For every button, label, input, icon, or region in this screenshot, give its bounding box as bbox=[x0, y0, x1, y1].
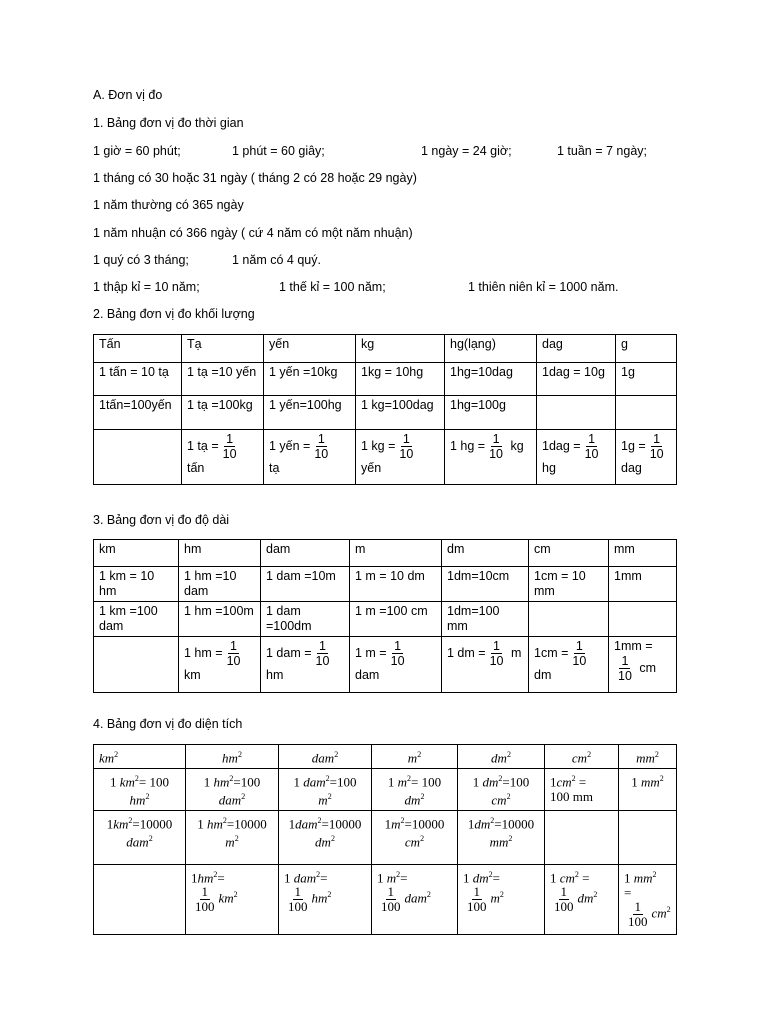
table-cell: 1 $m^2= 100$ $dm^2$ bbox=[372, 769, 458, 811]
fraction-cell: 1 hm = $\frac{1}{10}$ km bbox=[179, 637, 261, 693]
table-row bbox=[94, 637, 677, 693]
header-cell: cm bbox=[529, 540, 609, 567]
fraction-cell: 1dag = $\frac{1}{10}$ hg bbox=[537, 430, 616, 485]
table-cell: 1 hm =10 dam bbox=[179, 567, 261, 602]
length-table bbox=[93, 539, 677, 693]
table-cell: 1dag = 10g bbox=[537, 363, 616, 396]
time-fact: 1 ngày = 24 giờ; bbox=[421, 144, 512, 158]
table-cell: 1 m = 10 dm bbox=[350, 567, 442, 602]
fraction-cell: 1 tạ = $\frac{1}{10}$ tấn bbox=[182, 430, 264, 485]
table-row bbox=[94, 567, 677, 602]
table-cell: 1 $mm^2$ bbox=[619, 769, 677, 811]
time-fact: 1 tháng có 30 hoặc 31 ngày ( tháng 2 có 28 hoặc 29 ngày) bbox=[93, 171, 417, 185]
table-cell: 1hg=100g bbox=[445, 396, 537, 430]
table-cell bbox=[94, 864, 186, 934]
table-cell: 1 $hm^2=10000$ $m^2$ bbox=[186, 810, 279, 864]
table-header-row bbox=[94, 540, 677, 567]
table-row bbox=[94, 602, 677, 637]
time-fact: 1 phút = 60 giây; bbox=[232, 144, 325, 158]
table-cell bbox=[545, 810, 619, 864]
table-row bbox=[94, 430, 677, 485]
table-cell: 1 dam$^2$=100 $m^2$ bbox=[279, 769, 372, 811]
table-cell bbox=[529, 602, 609, 637]
fraction-cell: 1 $dm^2=$ $\frac{1}{100}$ $m^2$ bbox=[458, 864, 545, 934]
table-cell bbox=[619, 810, 677, 864]
table-header-row bbox=[94, 745, 677, 769]
mass-section-title: 2. Bảng đơn vị đo khối lượng bbox=[93, 307, 255, 321]
header-cell: hm bbox=[179, 540, 261, 567]
mass-table bbox=[93, 334, 677, 485]
header-cell: $km^2$ bbox=[94, 745, 186, 769]
header-cell: km bbox=[94, 540, 179, 567]
header-cell: dm bbox=[442, 540, 529, 567]
table-cell: 1 dam =100dm bbox=[261, 602, 350, 637]
table-cell bbox=[537, 396, 616, 430]
table-row bbox=[94, 864, 677, 934]
header-cell: $hm^2$ bbox=[186, 745, 279, 769]
time-fact: 1 giờ = 60 phút; bbox=[93, 144, 181, 158]
table-cell: $1cm^2$ = 100 mm bbox=[545, 769, 619, 811]
table-cell bbox=[94, 430, 182, 485]
table-row bbox=[94, 810, 677, 864]
table-cell: 1 tạ =100kg bbox=[182, 396, 264, 430]
area-table bbox=[93, 744, 677, 935]
table-cell: 1 dam =10m bbox=[261, 567, 350, 602]
table-cell bbox=[94, 637, 179, 693]
header-cell: kg bbox=[356, 335, 445, 363]
fraction-cell: 1 m = $\frac{1}{10}$ dam bbox=[350, 637, 442, 693]
table-cell: 1 tạ =10 yến bbox=[182, 363, 264, 396]
table-cell: 1g bbox=[616, 363, 677, 396]
fraction-cell: 1 dam$^2$= $\frac{1}{100}$ $hm^2$ bbox=[279, 864, 372, 934]
fraction-cell: 1 kg = $\frac{1}{10}$ yến bbox=[356, 430, 445, 485]
fraction-cell: 1 dm = $\frac{1}{10}$ m bbox=[442, 637, 529, 693]
fraction-cell: 1 hg = $\frac{1}{10}$ kg bbox=[445, 430, 537, 485]
time-fact: 1 quý có 3 tháng; bbox=[93, 253, 189, 267]
time-section-title: 1. Bảng đơn vị đo thời gian bbox=[93, 116, 244, 130]
table-header-row bbox=[94, 335, 677, 363]
table-cell: 1tấn=100yến bbox=[94, 396, 182, 430]
table-cell: $1km^2=10000$ dam$^2$ bbox=[94, 810, 186, 864]
table-cell: 1kg = 10hg bbox=[356, 363, 445, 396]
header-cell: $dm^2$ bbox=[458, 745, 545, 769]
header-cell: Tạ bbox=[182, 335, 264, 363]
fraction-cell: 1 $m^2=$ $\frac{1}{100}$ dam$^2$ bbox=[372, 864, 458, 934]
header-cell: $cm^2$ bbox=[545, 745, 619, 769]
header-cell: $m^2$ bbox=[372, 745, 458, 769]
table-row bbox=[94, 363, 677, 396]
fraction-cell: 1 $mm^2$ = $\frac{1}{100}$ $cm^2$ bbox=[619, 864, 677, 934]
table-cell: 1 $hm^2=100$ dam$^2$ bbox=[186, 769, 279, 811]
table-row bbox=[94, 396, 677, 430]
table-cell: 1 tấn = 10 tạ bbox=[94, 363, 182, 396]
time-fact: 1 năm nhuận có 366 ngày ( cứ 4 năm có một năm nhuận) bbox=[93, 226, 413, 240]
header-cell: Tấn bbox=[94, 335, 182, 363]
time-fact: 1 năm có 4 quý. bbox=[232, 253, 321, 267]
table-cell: 1 km = 10 hm bbox=[94, 567, 179, 602]
table-cell: $1dm^2=10000$ $mm^2$ bbox=[458, 810, 545, 864]
header-cell: $mm^2$ bbox=[619, 745, 677, 769]
table-cell: 1 $km^2= 100$ $hm^2$ bbox=[94, 769, 186, 811]
time-fact: 1 thiên niên kỉ = 1000 năm. bbox=[468, 280, 619, 294]
page-heading: A. Đơn vị đo bbox=[93, 88, 163, 102]
fraction-cell: 1mm = $\frac{1}{10}$ cm bbox=[609, 637, 677, 693]
fraction-cell: 1 dam = $\frac{1}{10}$ hm bbox=[261, 637, 350, 693]
fraction-cell: $1hm^2=$ $\frac{1}{100}$ $km^2$ bbox=[186, 864, 279, 934]
time-fact: 1 năm thường có 365 ngày bbox=[93, 198, 244, 212]
header-cell: yến bbox=[264, 335, 356, 363]
table-cell: $1m^2=10000$ $cm^2$ bbox=[372, 810, 458, 864]
time-fact: 1 thế kỉ = 100 năm; bbox=[279, 280, 386, 294]
table-cell: 1dam$^2$=10000 $dm^2$ bbox=[279, 810, 372, 864]
table-cell: 1hg=10dag bbox=[445, 363, 537, 396]
time-fact: 1 tuần = 7 ngày; bbox=[557, 144, 648, 158]
time-fact: 1 thập kỉ = 10 năm; bbox=[93, 280, 200, 294]
table-cell bbox=[609, 602, 677, 637]
table-cell: 1 $dm^2=100$ $cm^2$ bbox=[458, 769, 545, 811]
header-cell: dam$^2$ bbox=[279, 745, 372, 769]
header-cell: dam bbox=[261, 540, 350, 567]
table-cell: 1 m =100 cm bbox=[350, 602, 442, 637]
header-cell: dag bbox=[537, 335, 616, 363]
length-section-title: 3. Bảng đơn vị đo độ dài bbox=[93, 513, 230, 527]
table-cell: 1 km =100 dam bbox=[94, 602, 179, 637]
header-cell: g bbox=[616, 335, 677, 363]
table-cell: 1dm=100 mm bbox=[442, 602, 529, 637]
table-cell: 1 yến=100hg bbox=[264, 396, 356, 430]
fraction-cell: 1g = $\frac{1}{10}$ dag bbox=[616, 430, 677, 485]
fraction-cell: 1 $cm^2$ = $\frac{1}{100}$ $dm^2$ bbox=[545, 864, 619, 934]
fraction-cell: 1 yến = $\frac{1}{10}$ tạ bbox=[264, 430, 356, 485]
table-cell: 1dm=10cm bbox=[442, 567, 529, 602]
header-cell: mm bbox=[609, 540, 677, 567]
table-cell: 1mm bbox=[609, 567, 677, 602]
table-cell: 1cm = 10 mm bbox=[529, 567, 609, 602]
header-cell: hg(lạng) bbox=[445, 335, 537, 363]
table-cell: 1 yến =10kg bbox=[264, 363, 356, 396]
table-cell: 1 hm =100m bbox=[179, 602, 261, 637]
area-section-title: 4. Bảng đơn vị đo diện tích bbox=[93, 717, 243, 731]
table-cell bbox=[616, 396, 677, 430]
fraction-cell: 1cm = $\frac{1}{10}$ dm bbox=[529, 637, 609, 693]
header-cell: m bbox=[350, 540, 442, 567]
table-row bbox=[94, 769, 677, 811]
table-cell: 1 kg=100dag bbox=[356, 396, 445, 430]
